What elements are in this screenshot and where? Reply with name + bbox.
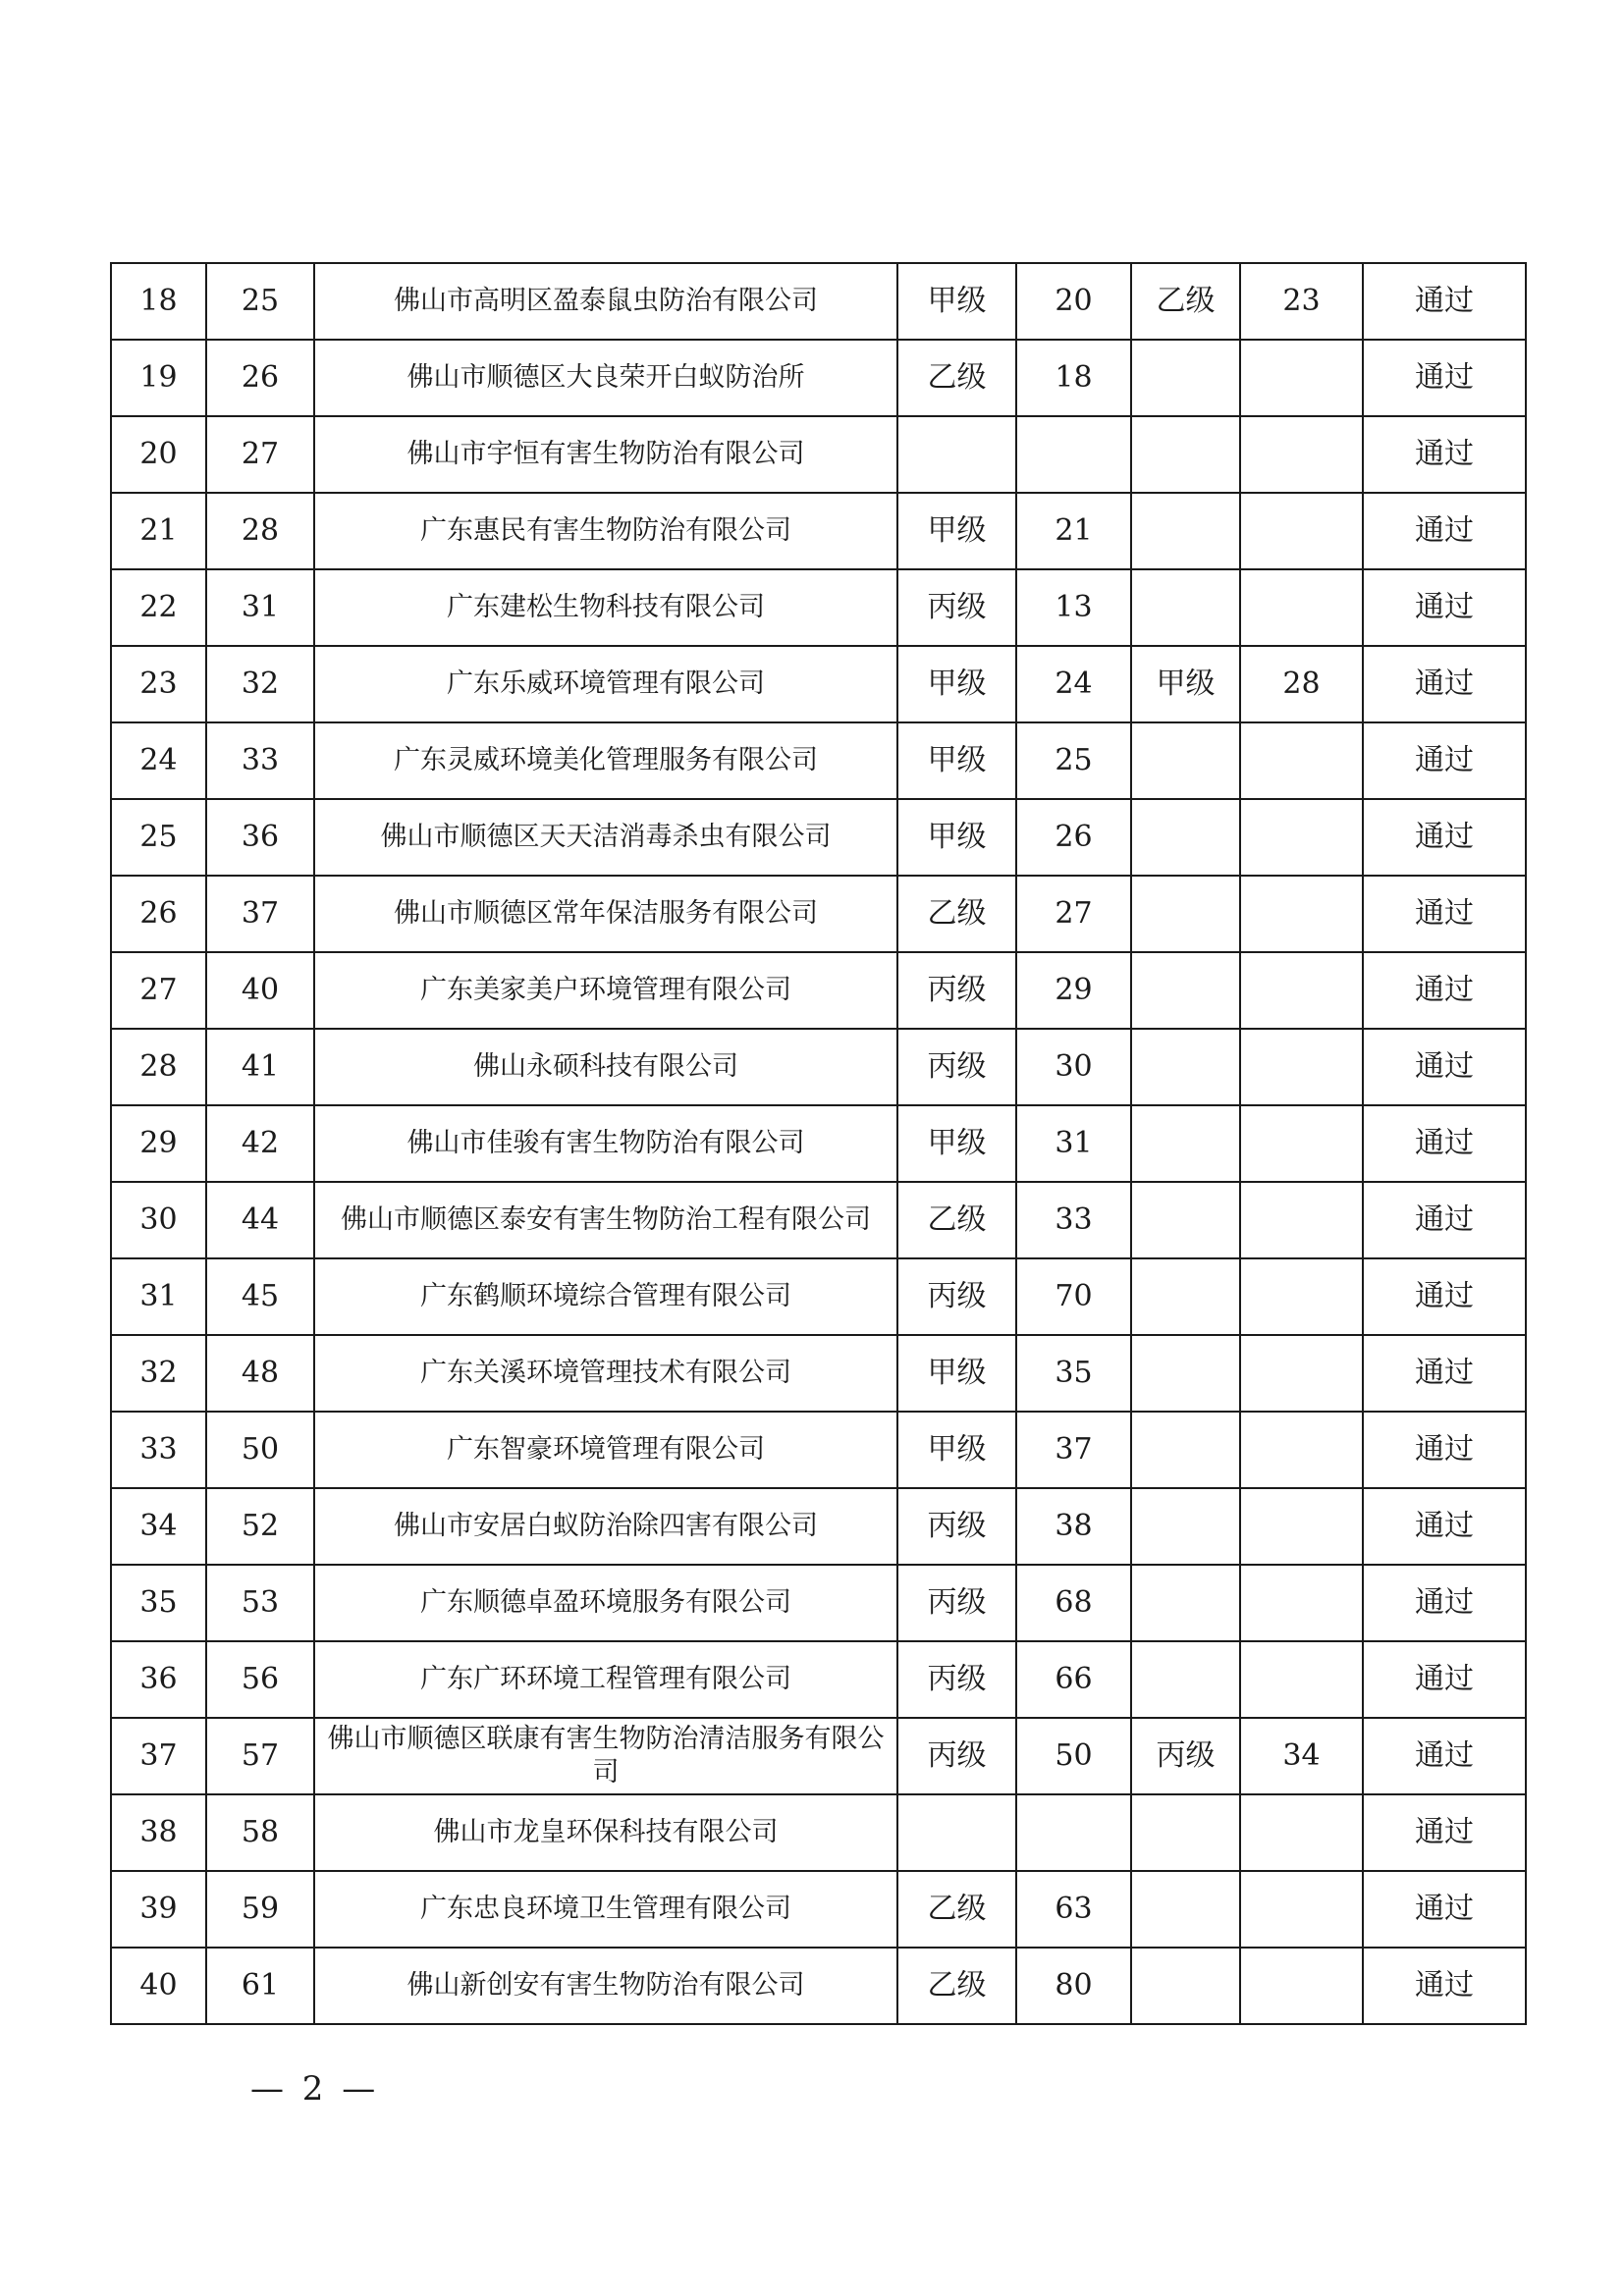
table-row	[111, 799, 1526, 876]
cell-score-1: 20	[1016, 263, 1131, 340]
cell-score-2	[1240, 569, 1363, 646]
table-row	[111, 1335, 1526, 1412]
cell-score-2	[1240, 799, 1363, 876]
cell-seq: 40	[111, 1948, 206, 2024]
cell-seq: 21	[111, 493, 206, 569]
cell-score-2	[1240, 493, 1363, 569]
cell-company-name: 佛山市安居白蚁防治除四害有限公司	[314, 1488, 897, 1565]
cell-seq: 31	[111, 1258, 206, 1335]
cell-grade-1: 甲级	[897, 1105, 1016, 1182]
table-row	[111, 263, 1526, 340]
cell-score-2: 28	[1240, 646, 1363, 722]
cell-result: 通过	[1363, 1718, 1526, 1794]
cell-number: 31	[206, 569, 314, 646]
cell-grade-2: 乙级	[1131, 263, 1240, 340]
cell-result: 通过	[1363, 1412, 1526, 1488]
cell-company-name: 佛山市顺德区泰安有害生物防治工程有限公司	[314, 1182, 897, 1258]
cell-score-2	[1240, 1871, 1363, 1948]
cell-score-2: 23	[1240, 263, 1363, 340]
cell-score-1: 29	[1016, 952, 1131, 1029]
cell-result: 通过	[1363, 416, 1526, 493]
cell-grade-2	[1131, 799, 1240, 876]
table-row	[111, 1565, 1526, 1641]
cell-grade-2: 丙级	[1131, 1718, 1240, 1794]
cell-result: 通过	[1363, 1871, 1526, 1948]
cell-company-name: 广东广环环境工程管理有限公司	[314, 1641, 897, 1718]
page-number: — 2 —	[250, 2069, 380, 2109]
cell-score-1: 27	[1016, 876, 1131, 952]
cell-seq: 18	[111, 263, 206, 340]
cell-result: 通过	[1363, 1488, 1526, 1565]
cell-score-1: 13	[1016, 569, 1131, 646]
cell-score-2	[1240, 1258, 1363, 1335]
cell-score-1: 24	[1016, 646, 1131, 722]
cell-grade-1: 甲级	[897, 263, 1016, 340]
cell-number: 32	[206, 646, 314, 722]
cell-number: 28	[206, 493, 314, 569]
cell-result: 通过	[1363, 799, 1526, 876]
table-body	[111, 263, 1526, 2024]
cell-result: 通过	[1363, 1335, 1526, 1412]
cell-grade-1: 丙级	[897, 1488, 1016, 1565]
cell-company-name: 广东美家美户环境管理有限公司	[314, 952, 897, 1029]
cell-score-1: 18	[1016, 340, 1131, 416]
cell-number: 44	[206, 1182, 314, 1258]
cell-company-name: 广东乐威环境管理有限公司	[314, 646, 897, 722]
cell-grade-1: 丙级	[897, 952, 1016, 1029]
cell-grade-2	[1131, 1029, 1240, 1105]
cell-result: 通过	[1363, 1105, 1526, 1182]
table-row	[111, 1488, 1526, 1565]
cell-number: 45	[206, 1258, 314, 1335]
cell-number: 58	[206, 1794, 314, 1871]
cell-company-name: 广东鹤顺环境综合管理有限公司	[314, 1258, 897, 1335]
cell-score-1: 50	[1016, 1718, 1131, 1794]
cell-company-name: 佛山市宇恒有害生物防治有限公司	[314, 416, 897, 493]
cell-result: 通过	[1363, 1948, 1526, 2024]
table-row	[111, 1182, 1526, 1258]
cell-grade-2	[1131, 1565, 1240, 1641]
qualification-table	[110, 262, 1527, 2025]
cell-number: 33	[206, 722, 314, 799]
cell-result: 通过	[1363, 876, 1526, 952]
cell-company-name: 广东关溪环境管理技术有限公司	[314, 1335, 897, 1412]
cell-score-1: 33	[1016, 1182, 1131, 1258]
cell-score-1: 37	[1016, 1412, 1131, 1488]
cell-company-name: 佛山永硕科技有限公司	[314, 1029, 897, 1105]
cell-number: 48	[206, 1335, 314, 1412]
cell-grade-2	[1131, 1412, 1240, 1488]
cell-score-1: 25	[1016, 722, 1131, 799]
cell-grade-1	[897, 1794, 1016, 1871]
cell-score-1	[1016, 416, 1131, 493]
cell-result: 通过	[1363, 722, 1526, 799]
table-row	[111, 493, 1526, 569]
table-row	[111, 876, 1526, 952]
cell-number: 26	[206, 340, 314, 416]
cell-seq: 39	[111, 1871, 206, 1948]
cell-number: 42	[206, 1105, 314, 1182]
cell-grade-2	[1131, 1105, 1240, 1182]
table-row	[111, 1948, 1526, 2024]
cell-grade-2	[1131, 952, 1240, 1029]
cell-seq: 30	[111, 1182, 206, 1258]
cell-grade-2	[1131, 1488, 1240, 1565]
cell-company-name: 佛山市佳骏有害生物防治有限公司	[314, 1105, 897, 1182]
cell-number: 25	[206, 263, 314, 340]
cell-grade-1: 丙级	[897, 1258, 1016, 1335]
table-row	[111, 646, 1526, 722]
cell-result: 通过	[1363, 493, 1526, 569]
cell-grade-2	[1131, 1948, 1240, 2024]
cell-grade-2	[1131, 1335, 1240, 1412]
cell-number: 56	[206, 1641, 314, 1718]
cell-number: 53	[206, 1565, 314, 1641]
cell-number: 52	[206, 1488, 314, 1565]
cell-result: 通过	[1363, 646, 1526, 722]
cell-result: 通过	[1363, 952, 1526, 1029]
cell-grade-1: 乙级	[897, 1948, 1016, 2024]
cell-company-name: 广东顺德卓盈环境服务有限公司	[314, 1565, 897, 1641]
cell-grade-2: 甲级	[1131, 646, 1240, 722]
cell-seq: 23	[111, 646, 206, 722]
cell-grade-2	[1131, 493, 1240, 569]
cell-result: 通过	[1363, 1182, 1526, 1258]
cell-grade-2	[1131, 1641, 1240, 1718]
cell-result: 通过	[1363, 1641, 1526, 1718]
cell-seq: 33	[111, 1412, 206, 1488]
cell-grade-2	[1131, 722, 1240, 799]
table-row	[111, 952, 1526, 1029]
cell-score-1: 31	[1016, 1105, 1131, 1182]
cell-score-2	[1240, 876, 1363, 952]
cell-score-1: 35	[1016, 1335, 1131, 1412]
table-row	[111, 569, 1526, 646]
cell-grade-1: 甲级	[897, 493, 1016, 569]
cell-grade-1: 乙级	[897, 340, 1016, 416]
cell-seq: 36	[111, 1641, 206, 1718]
cell-score-1: 30	[1016, 1029, 1131, 1105]
table-row	[111, 1258, 1526, 1335]
cell-seq: 38	[111, 1794, 206, 1871]
cell-number: 59	[206, 1871, 314, 1948]
cell-score-2	[1240, 416, 1363, 493]
cell-grade-2	[1131, 1182, 1240, 1258]
cell-result: 通过	[1363, 569, 1526, 646]
cell-seq: 32	[111, 1335, 206, 1412]
cell-seq: 37	[111, 1718, 206, 1794]
cell-score-1	[1016, 1794, 1131, 1871]
cell-company-name: 佛山市顺德区常年保洁服务有限公司	[314, 876, 897, 952]
cell-result: 通过	[1363, 1029, 1526, 1105]
cell-number: 37	[206, 876, 314, 952]
cell-company-name: 广东惠民有害生物防治有限公司	[314, 493, 897, 569]
cell-result: 通过	[1363, 263, 1526, 340]
cell-score-2	[1240, 722, 1363, 799]
cell-grade-2	[1131, 569, 1240, 646]
cell-number: 61	[206, 1948, 314, 2024]
table-row	[111, 340, 1526, 416]
cell-company-name: 佛山市顺德区天天洁消毒杀虫有限公司	[314, 799, 897, 876]
cell-grade-1: 乙级	[897, 876, 1016, 952]
cell-company-name: 佛山市龙皇环保科技有限公司	[314, 1794, 897, 1871]
cell-grade-2	[1131, 1871, 1240, 1948]
cell-score-2	[1240, 1182, 1363, 1258]
cell-score-2	[1240, 1794, 1363, 1871]
cell-result: 通过	[1363, 1794, 1526, 1871]
cell-score-2	[1240, 1335, 1363, 1412]
cell-grade-1: 甲级	[897, 1412, 1016, 1488]
cell-score-2	[1240, 952, 1363, 1029]
cell-grade-2	[1131, 1258, 1240, 1335]
cell-score-2	[1240, 1029, 1363, 1105]
cell-score-2	[1240, 1641, 1363, 1718]
cell-number: 50	[206, 1412, 314, 1488]
cell-company-name: 佛山新创安有害生物防治有限公司	[314, 1948, 897, 2024]
cell-result: 通过	[1363, 340, 1526, 416]
cell-company-name: 佛山市顺德区联康有害生物防治清洁服务有限公司	[314, 1718, 897, 1794]
table-row	[111, 1105, 1526, 1182]
table-row	[111, 1029, 1526, 1105]
cell-score-2	[1240, 1105, 1363, 1182]
cell-grade-2	[1131, 340, 1240, 416]
cell-company-name: 广东忠良环境卫生管理有限公司	[314, 1871, 897, 1948]
cell-company-name: 广东智豪环境管理有限公司	[314, 1412, 897, 1488]
table-row	[111, 416, 1526, 493]
table-row	[111, 1641, 1526, 1718]
cell-company-name: 佛山市顺德区大良荣开白蚁防治所	[314, 340, 897, 416]
cell-company-name: 佛山市高明区盈泰鼠虫防治有限公司	[314, 263, 897, 340]
cell-score-2	[1240, 1488, 1363, 1565]
cell-number: 41	[206, 1029, 314, 1105]
cell-grade-1: 丙级	[897, 569, 1016, 646]
table-row	[111, 1412, 1526, 1488]
table-row	[111, 1718, 1526, 1794]
cell-seq: 20	[111, 416, 206, 493]
cell-grade-1	[897, 416, 1016, 493]
cell-score-2	[1240, 1948, 1363, 2024]
cell-score-1: 66	[1016, 1641, 1131, 1718]
cell-grade-2	[1131, 876, 1240, 952]
cell-company-name: 广东建松生物科技有限公司	[314, 569, 897, 646]
cell-grade-1: 甲级	[897, 799, 1016, 876]
cell-score-1: 68	[1016, 1565, 1131, 1641]
cell-number: 57	[206, 1718, 314, 1794]
cell-seq: 27	[111, 952, 206, 1029]
cell-grade-1: 丙级	[897, 1565, 1016, 1641]
cell-seq: 34	[111, 1488, 206, 1565]
cell-grade-1: 丙级	[897, 1641, 1016, 1718]
cell-grade-1: 丙级	[897, 1718, 1016, 1794]
cell-seq: 28	[111, 1029, 206, 1105]
table-row	[111, 1794, 1526, 1871]
cell-seq: 25	[111, 799, 206, 876]
cell-grade-1: 甲级	[897, 646, 1016, 722]
cell-score-2	[1240, 340, 1363, 416]
cell-score-1: 63	[1016, 1871, 1131, 1948]
cell-seq: 19	[111, 340, 206, 416]
cell-number: 36	[206, 799, 314, 876]
cell-score-2: 34	[1240, 1718, 1363, 1794]
cell-number: 40	[206, 952, 314, 1029]
cell-score-2	[1240, 1412, 1363, 1488]
cell-score-1: 70	[1016, 1258, 1131, 1335]
cell-score-1: 26	[1016, 799, 1131, 876]
cell-result: 通过	[1363, 1565, 1526, 1641]
table-row	[111, 1871, 1526, 1948]
cell-seq: 26	[111, 876, 206, 952]
cell-grade-1: 甲级	[897, 722, 1016, 799]
cell-company-name: 广东灵威环境美化管理服务有限公司	[314, 722, 897, 799]
cell-grade-1: 甲级	[897, 1335, 1016, 1412]
cell-seq: 22	[111, 569, 206, 646]
cell-grade-1: 乙级	[897, 1871, 1016, 1948]
cell-grade-2	[1131, 416, 1240, 493]
cell-score-2	[1240, 1565, 1363, 1641]
cell-score-1: 38	[1016, 1488, 1131, 1565]
cell-score-1: 80	[1016, 1948, 1131, 2024]
cell-grade-2	[1131, 1794, 1240, 1871]
cell-grade-1: 丙级	[897, 1029, 1016, 1105]
table-row	[111, 722, 1526, 799]
cell-score-1: 21	[1016, 493, 1131, 569]
cell-number: 27	[206, 416, 314, 493]
cell-seq: 35	[111, 1565, 206, 1641]
cell-seq: 24	[111, 722, 206, 799]
cell-result: 通过	[1363, 1258, 1526, 1335]
cell-seq: 29	[111, 1105, 206, 1182]
cell-grade-1: 乙级	[897, 1182, 1016, 1258]
